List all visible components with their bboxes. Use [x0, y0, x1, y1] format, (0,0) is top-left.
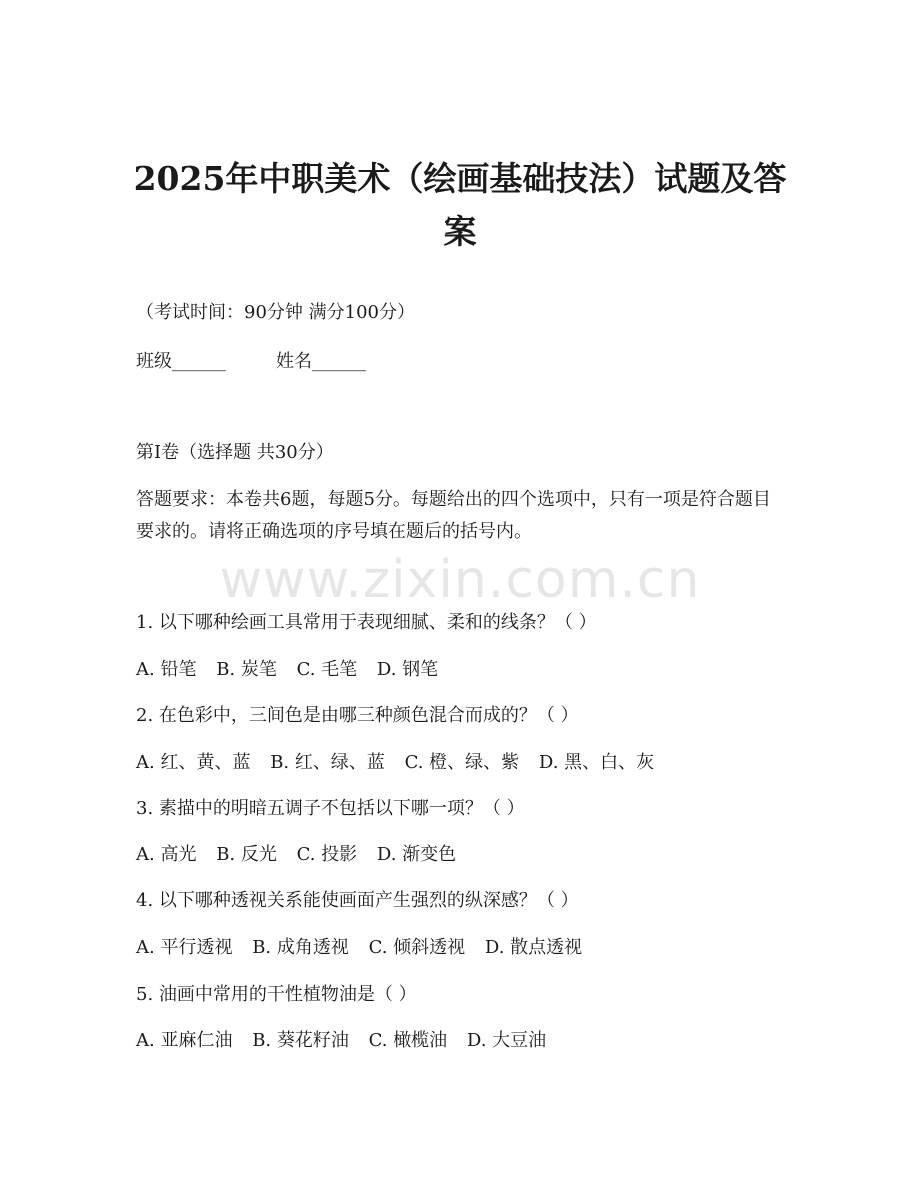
options-2	[136, 750, 668, 776]
question-5: 5. 油画中常用的干性植物油是（ ）	[136, 984, 417, 1005]
option-c: C. 倾斜透视	[368, 937, 466, 958]
option-c: C. 橄榄油	[368, 1030, 448, 1051]
question-3: 3. 素描中的明暗五调子不包括以下哪一项？（ ）	[136, 798, 525, 819]
exam-info: （考试时间：90分钟 满分100分）	[136, 302, 415, 323]
option-a: A. 高光	[136, 844, 197, 865]
question-2: 2. 在色彩中，三间色是由哪三种颜色混合而成的？（ ）	[136, 705, 579, 726]
instructions: 答题要求：本卷共6题，每题5分。每题给出的四个选项中，只有一项是符合题目要求的。请将正确选项的序号填在题后的括号内。	[136, 489, 771, 542]
option-a: A. 红、黄、蓝	[136, 752, 251, 773]
option-a: A. 平行透视	[136, 937, 233, 958]
option-b: B. 反光	[216, 844, 277, 865]
watermark: www.zixin.com.cn	[219, 550, 701, 610]
page-title: 2025年中职美术（绘画基础技法）试题及答案	[133, 159, 787, 251]
options-5	[136, 1028, 560, 1054]
option-d: D. 散点透视	[484, 937, 583, 958]
name-field: 姓名______	[276, 351, 366, 372]
option-c: C. 毛笔	[296, 659, 358, 680]
option-b: B. 葵花籽油	[252, 1030, 349, 1051]
option-d: D. 渐变色	[376, 844, 457, 865]
class-field: 班级______	[136, 351, 226, 372]
question-1: 1. 以下哪种绘画工具常用于表现细腻、柔和的线条？（ ）	[136, 612, 597, 633]
option-d: D. 大豆油	[466, 1030, 547, 1051]
student-info	[136, 349, 366, 375]
options-4	[136, 935, 596, 961]
option-c: C. 投影	[296, 844, 358, 865]
option-a: A. 铅笔	[136, 659, 197, 680]
option-b: B. 成角透视	[252, 937, 349, 958]
question-4: 4. 以下哪种透视关系能使画面产生强烈的纵深感？（ ）	[136, 890, 579, 911]
options-3	[136, 842, 470, 868]
option-c: C. 橙、绿、紫	[404, 752, 520, 773]
option-d: D. 钢笔	[376, 659, 439, 680]
option-a: A. 亚麻仁油	[136, 1030, 233, 1051]
option-b: B. 红、绿、蓝	[270, 752, 385, 773]
option-d: D. 黑、白、灰	[538, 752, 655, 773]
section-title: 第Ⅰ卷（选择题 共30分）	[136, 442, 334, 463]
option-b: B. 炭笔	[216, 659, 277, 680]
options-1	[136, 657, 452, 683]
